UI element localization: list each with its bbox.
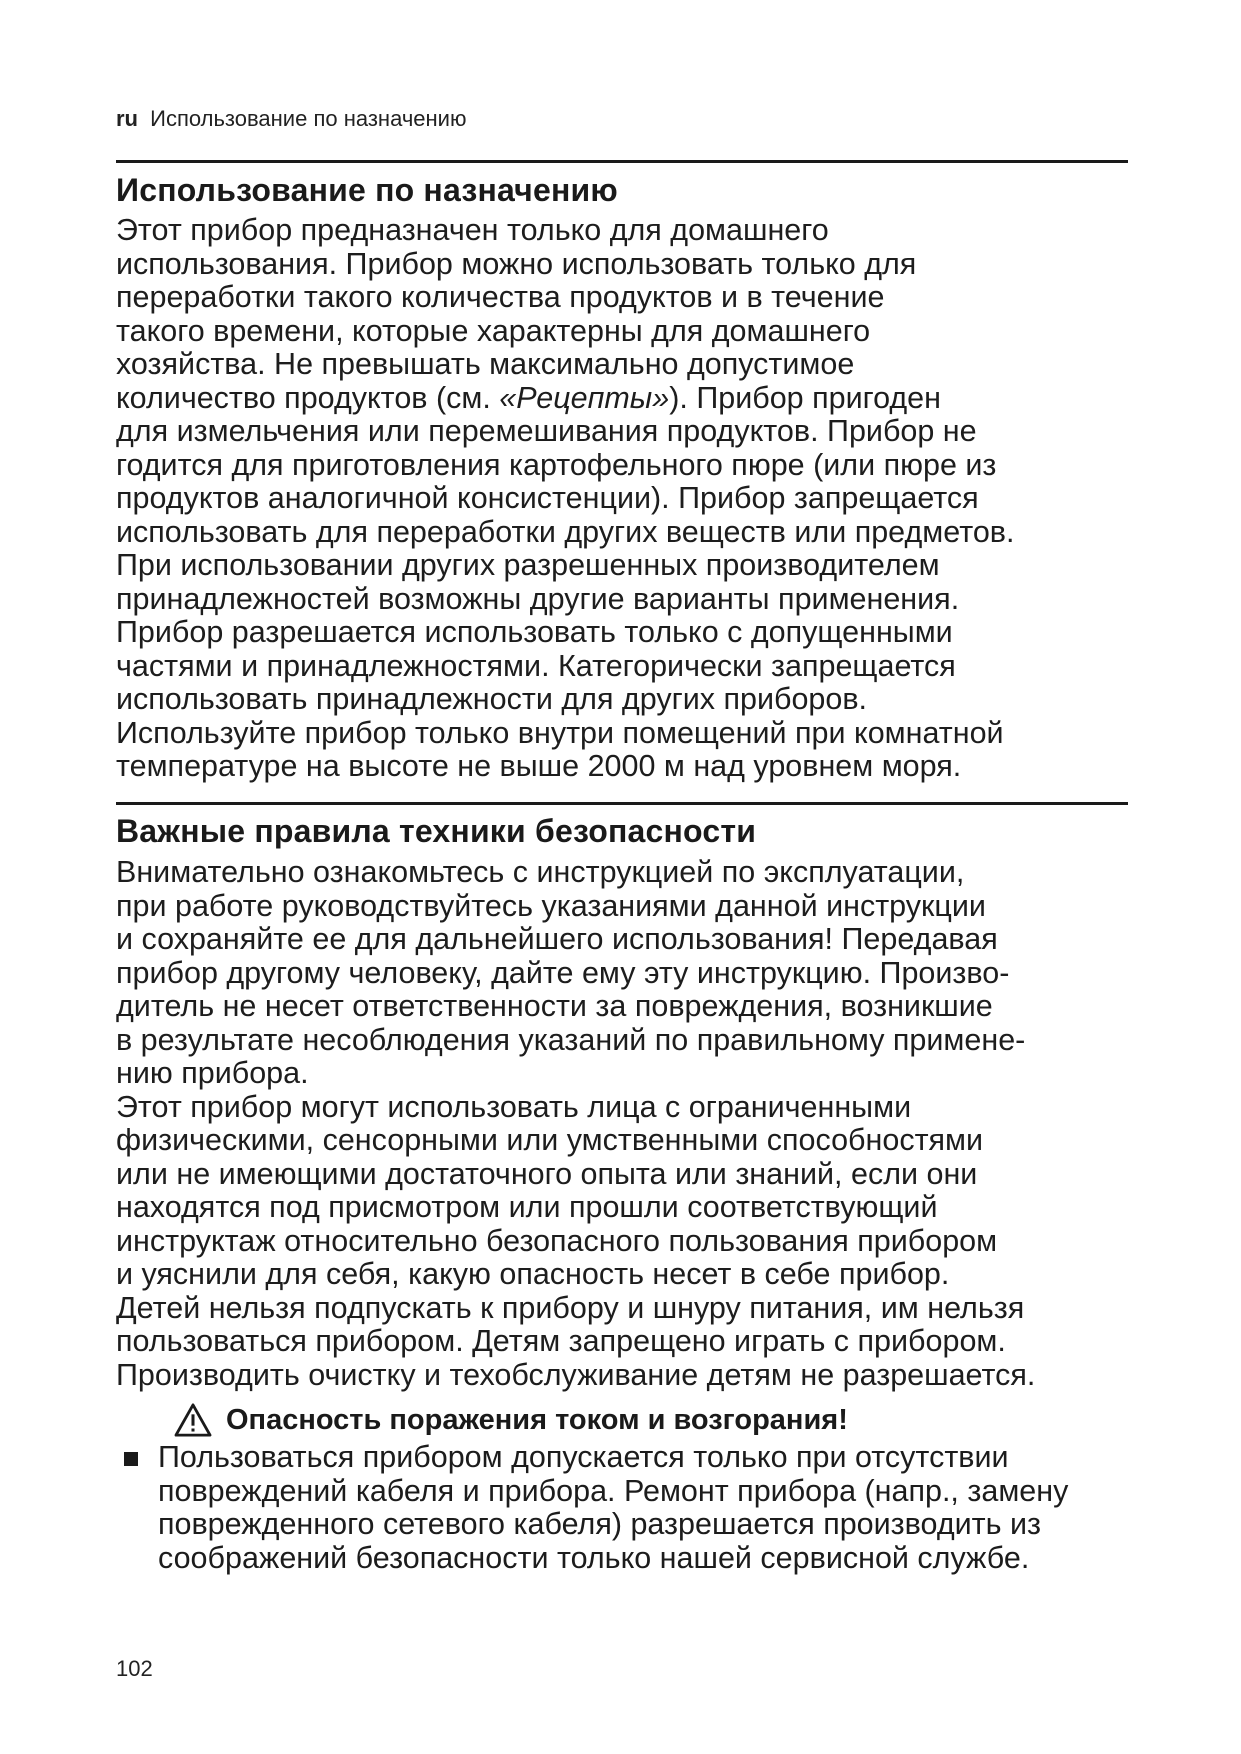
list-item: [116, 1441, 1146, 1575]
text-line: и уяснили для себя, какую опасность несет в себе прибор.: [116, 1257, 950, 1291]
text-line: дитель не несет ответственности за повреждения, возникшие: [116, 989, 993, 1023]
running-header-title: Использование по назначению: [150, 106, 467, 131]
text-line: При использовании других разрешенных производителем: [116, 548, 940, 582]
warning-heading: [174, 1403, 848, 1437]
recipes-reference: «Рецепты»: [499, 380, 670, 415]
text-line: Детей нельзя подпускать к прибору и шнуру питания, им нельзя: [116, 1290, 1025, 1325]
list-item-text: [158, 1441, 1146, 1575]
text-line: частями и принадлежностями. Категорически запрещается: [116, 648, 956, 683]
running-header: [116, 106, 466, 132]
text-line: в результате несоблюдения указаний по правильному примене-: [116, 1022, 1026, 1057]
text-line: прибор другому человеку, дайте ему эту инструкцию. Произво-: [116, 955, 1010, 990]
text-line: поврежденного сетевого кабеля) разрешается производить из: [158, 1507, 1042, 1541]
text-line: годится для приготовления картофельного пюре (или пюре из: [116, 447, 997, 482]
text-line: хозяйства. Не превышать максимально допустимое: [116, 347, 855, 381]
section-divider: [116, 160, 1128, 163]
text-line: Пользоваться прибором допускается только при отсутствии: [158, 1440, 1009, 1474]
text-line: Этот прибор могут использовать лица с ограниченными: [116, 1089, 912, 1124]
text-line: Используйте прибор только внутри помещений при комнатной: [116, 715, 1004, 750]
text-line: Прибор разрешается использовать только с допущенными: [116, 615, 953, 649]
text-line: принадлежностей возможны другие варианты применения.: [116, 581, 960, 616]
text-line: нию прибора.: [116, 1056, 309, 1090]
text-line: использовать принадлежности для других приборов.: [116, 682, 868, 716]
text-line: физическими, сенсорными или умственными способностями: [116, 1123, 984, 1157]
warning-triangle-icon: [174, 1403, 212, 1437]
text-line: использовать для переработки других веществ или предметов.: [116, 514, 1015, 549]
text-line: [116, 382, 1146, 416]
text-line: переработки такого количества продуктов и в течение: [116, 280, 885, 314]
text-line: пользоваться прибором. Детям запрещено играть с прибором.: [116, 1324, 1006, 1358]
text-line: Этот прибор предназначен только для домашнего: [116, 213, 829, 247]
language-code: ru: [116, 106, 138, 131]
text-run: количество продуктов (см.: [116, 380, 500, 415]
text-line: использования. Прибор можно использовать только для: [116, 246, 917, 281]
text-line: повреждений кабеля и прибора. Ремонт прибора (напр., замену: [158, 1473, 1069, 1508]
text-line: Производить очистку и техобслуживание детям не разрешается.: [116, 1357, 1036, 1392]
text-line: Внимательно ознакомьтесь с инструкцией по эксплуатации,: [116, 855, 965, 889]
section-heading: Использование по назначению: [116, 172, 618, 208]
section-heading: Важные правила техники безопасности: [116, 813, 757, 849]
text-line: или не имеющими достаточного опыта или знаний, если они: [116, 1156, 978, 1191]
warning-title: Опасность поражения током и возгорания!: [226, 1403, 848, 1436]
text-line: такого времени, которые характерны для домашнего: [116, 313, 871, 348]
text-line: инструктаж относительно безопасного пользования прибором: [116, 1223, 998, 1258]
text-line: соображений безопасности только нашей сервисной службе.: [158, 1540, 1030, 1575]
section-body: [116, 856, 1146, 1392]
text-line: продуктов аналогичной консистенции). Прибор запрещается: [116, 481, 979, 515]
page-number: 102: [116, 1656, 153, 1681]
text-run: ). Прибор пригоден: [669, 380, 941, 415]
text-line: температуре на высоте не выше 2000 м над уровнем моря.: [116, 749, 962, 783]
text-line: при работе руководствуйтесь указаниями данной инструкции: [116, 888, 986, 923]
bullet-square-icon: [124, 1452, 138, 1466]
text-line: находятся под присмотром или прошли соответствующий: [116, 1190, 938, 1224]
section-body: [116, 214, 1146, 784]
section-divider: [116, 802, 1128, 805]
text-line: для измельчения или перемешивания продуктов. Прибор не: [116, 414, 977, 448]
text-line: и сохраняйте ее для дальнейшего использования! Передавая: [116, 922, 998, 956]
